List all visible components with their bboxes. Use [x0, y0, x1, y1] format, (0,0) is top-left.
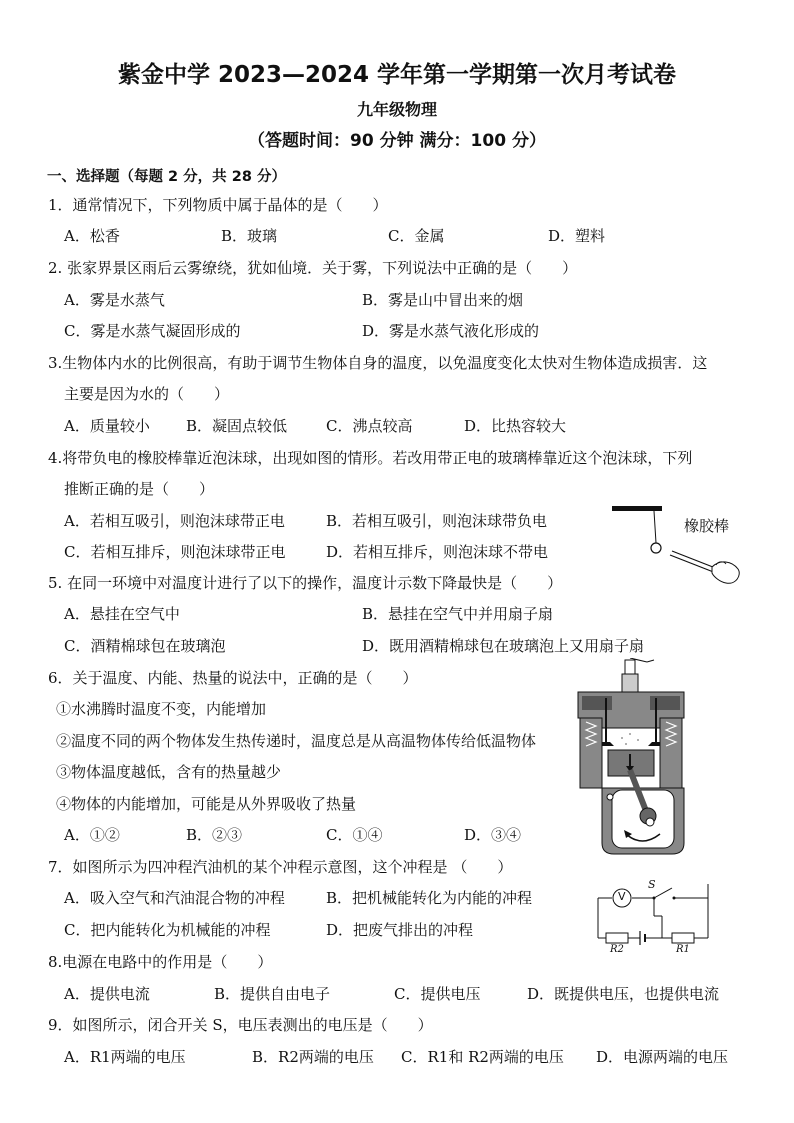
switch-label: S [648, 878, 656, 891]
question-1-stem: 1．通常情况下，下列物质中属于晶体的是（ ） [48, 196, 388, 214]
question-9-option-d: D．电源两端的电压 [596, 1048, 729, 1066]
question-1-option-d: D．塑料 [548, 227, 606, 245]
question-2-option-d: D．雾是水蒸气液化形成的 [362, 322, 540, 340]
question-9-option-a: A．R1两端的电压 [64, 1048, 186, 1066]
question-3-stem: 3.生物体内水的比例很高，有助于调节生物体自身的温度，以免温度变化太快对生物体造成损害．这 [48, 354, 708, 372]
question-6-option-b: B．②③ [186, 826, 243, 844]
exam-subject: 九年级物理 [356, 100, 437, 119]
question-1-option-c: C．金属 [388, 227, 445, 245]
question-4-option-a: A．若相互吸引，则泡沫球带正电 [64, 512, 285, 530]
engine-stroke-figure [572, 658, 690, 858]
resistor-r2-label: R2 [610, 944, 624, 955]
rubber-rod-figure [608, 503, 748, 588]
question-3-option-d: D．比热容较大 [464, 417, 567, 435]
question-2-option-a: A．雾是水蒸气 [64, 291, 165, 309]
question-2-stem: 2. 张家界景区雨后云雾缭绕，犹如仙境．关于雾，下列说法中正确的是（ ） [48, 259, 578, 277]
question-6-statement-1: ①水沸腾时温度不变，内能增加 [56, 700, 267, 718]
question-8-option-a: A．提供电流 [64, 985, 150, 1003]
question-8-option-c: C．提供电压 [394, 985, 481, 1003]
question-9-stem: 9．如图所示，闭合开关 S，电压表测出的电压是（ ） [48, 1016, 433, 1034]
question-3-option-a: A．质量较小 [64, 417, 150, 435]
exam-info: （答题时间：90 分钟 满分：100 分） [248, 131, 546, 151]
question-6-stem: 6．关于温度、内能、热量的说法中，正确的是（ ） [48, 669, 418, 687]
question-5-stem: 5. 在同一环境中对温度计进行了以下的操作，温度计示数下降最快是（ ） [48, 574, 563, 592]
question-5-option-c: C．酒精棉球包在玻璃泡 [64, 637, 226, 655]
question-6-statement-3: ③物体温度越低，含有的热量越少 [56, 763, 282, 781]
question-7-option-a: A．吸入空气和汽油混合物的冲程 [64, 889, 285, 907]
question-4-option-b: B．若相互吸引，则泡沫球带负电 [326, 512, 548, 530]
question-9-option-b: B．R2两端的电压 [252, 1048, 374, 1066]
voltmeter-label: V [618, 890, 626, 903]
question-6-option-d: D．③④ [464, 826, 522, 844]
question-5-option-d: D．既用酒精棉球包在玻璃泡上又用扇子扇 [362, 637, 645, 655]
question-4-option-c: C．若相互排斥，则泡沫球带正电 [64, 543, 286, 561]
question-8-option-b: B．提供自由电子 [214, 985, 331, 1003]
question-2-option-c: C．雾是水蒸气凝固形成的 [64, 322, 241, 340]
question-5-option-a: A．悬挂在空气中 [64, 605, 180, 623]
question-5-option-b: B．悬挂在空气中并用扇子扇 [362, 605, 554, 623]
question-6-statement-2: ②温度不同的两个物体发生热传递时，温度总是从高温物体传给低温物体 [56, 732, 537, 750]
exam-title: 紫金中学 2023—2024 学年第一学期第一次月考试卷 [117, 62, 677, 88]
question-4-stem-cont: 推断正确的是（ ） [64, 480, 215, 498]
question-4-option-d: D．若相互排斥，则泡沫球不带电 [326, 543, 549, 561]
question-6-option-a: A．①② [64, 826, 120, 844]
question-7-option-c: C．把内能转化为机械能的冲程 [64, 921, 271, 939]
question-3-option-b: B．凝固点较低 [186, 417, 288, 435]
rubber-rod-label: 橡胶棒 [684, 517, 730, 535]
question-7-option-b: B．把机械能转化为内能的冲程 [326, 889, 533, 907]
question-1-option-b: B．玻璃 [221, 227, 278, 245]
section-heading: 一、选择题（每题 2 分，共 28 分） [47, 169, 286, 185]
circuit-figure [592, 876, 714, 958]
question-3-stem-cont: 主要是因为水的（ ） [64, 385, 230, 403]
question-6-option-c: C．①④ [326, 826, 383, 844]
question-8-stem: 8.电源在电路中的作用是（ ） [48, 953, 273, 971]
question-7-option-d: D．把废气排出的冲程 [326, 921, 474, 939]
question-4-stem: 4.将带负电的橡胶棒靠近泡沫球，出现如图的情形。若改用带正电的玻璃棒靠近这个泡沫球，下列 [48, 449, 693, 467]
question-2-option-b: B．雾是山中冒出来的烟 [362, 291, 524, 309]
question-1-option-a: A．松香 [64, 227, 120, 245]
question-7-stem: 7．如图所示为四冲程汽油机的某个冲程示意图，这个冲程是 （ ） [48, 858, 513, 876]
question-6-statement-4: ④物体的内能增加，可能是从外界吸收了热量 [56, 795, 357, 813]
resistor-r1-label: R1 [676, 944, 690, 955]
question-3-option-c: C．沸点较高 [326, 417, 413, 435]
question-8-option-d: D．既提供电压，也提供电流 [527, 985, 720, 1003]
question-9-option-c: C．R1和 R2两端的电压 [401, 1048, 564, 1066]
